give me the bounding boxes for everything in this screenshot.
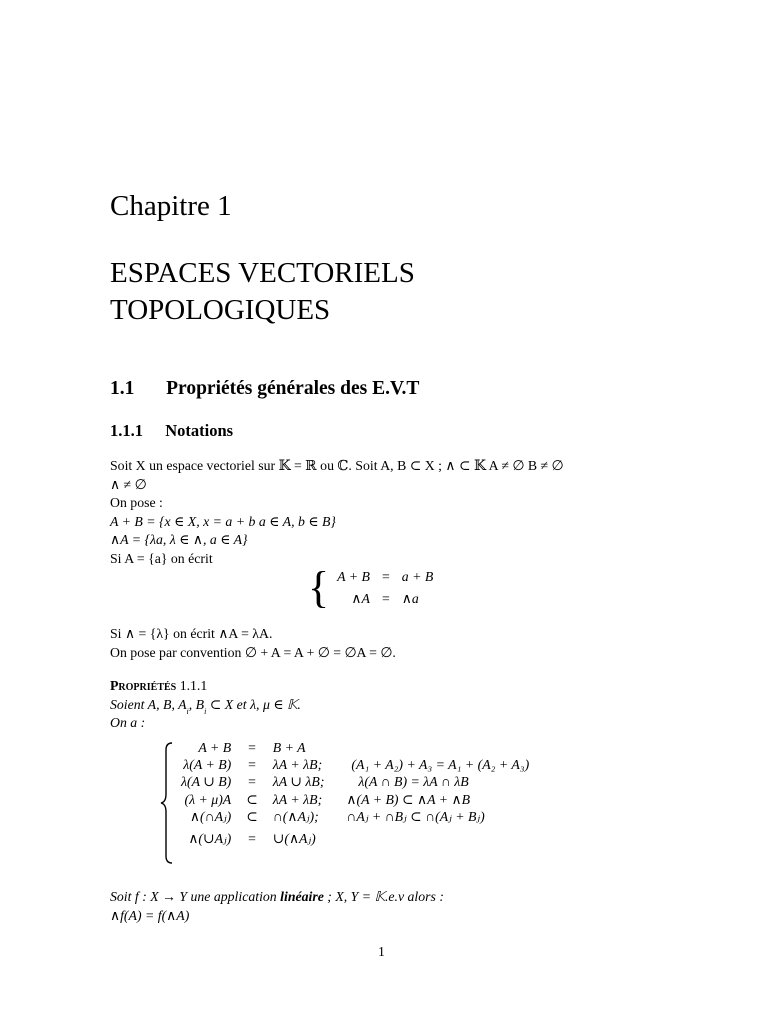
properties-table — [176, 740, 534, 853]
convention-line: On pose par convention ∅ + A = A + ∅ = ∅A = ∅. — [110, 644, 396, 660]
prop-lhs: ∧(∪Aⱼ) — [188, 830, 232, 846]
subsection-heading — [110, 421, 233, 441]
notations-paragraph — [110, 457, 564, 568]
prop-rhs: ∩(∧Aⱼ); — [272, 808, 319, 824]
prop-extra: (A₁ + A₂) + A₃ = A₁ + (A₂ + A₃) — [351, 757, 530, 773]
system-lhs: A + B — [337, 569, 370, 584]
notation-line: ∧ ≠ ∅ — [110, 476, 147, 492]
prop-lhs: λ(A + B) — [183, 757, 232, 773]
prop-extra: ∧(A + B) ⊂ ∧A + ∧B — [346, 791, 470, 807]
prop-rhs: λA + λB; — [272, 791, 323, 807]
subsection-title: Notations — [165, 421, 234, 440]
notation-line: ∧A = {λa, λ ∈ ∧, a ∈ A} — [110, 532, 248, 547]
notation-line: Soit X un espace vectoriel sur 𝕂 = ℝ ou ℂ. Soit A, B ⊂ X ; ∧ ⊂ 𝕂 A ≠ ∅ B ≠ ∅ — [110, 458, 564, 473]
property-intro: On a : — [110, 715, 146, 730]
subsection-number: 1.1.1 — [110, 421, 143, 440]
section-heading — [110, 378, 419, 400]
prop-extra: ∩Aⱼ + ∩Bⱼ ⊂ ∩(Aⱼ + Bⱼ) — [346, 808, 485, 824]
prop-rhs: λA ∪ λB; — [272, 774, 325, 790]
property-statement: Soient A, B, $A_i$, $B_i$ ⊂ X et λ, μ ∈ 𝕂. — [110, 696, 301, 716]
system-rhs: a + B — [401, 569, 434, 584]
chapter-title-line1: ESPACES VECTORIELS — [110, 257, 415, 289]
properties-system — [160, 740, 534, 853]
convention-line: Si ∧ = {λ} on écrit ∧A = λA. — [110, 626, 273, 641]
prop-lhs: (λ + μ)A — [184, 791, 232, 807]
property-block — [110, 677, 301, 733]
chapter-label: Chapitre 1 — [110, 190, 232, 222]
large-left-brace-icon — [160, 742, 174, 862]
chapter-title-line2: TOPOLOGIQUES — [110, 294, 331, 326]
section-number: 1.1 — [110, 378, 135, 399]
notation-line: A + B = {x ∈ X, x = a + b a ∈ A, b ∈ B} — [110, 513, 336, 529]
convention-paragraph — [110, 625, 396, 662]
prop-rel: = — [248, 774, 256, 790]
linear-map-paragraph — [110, 888, 444, 925]
prop-lhs: λ(A ∪ B) — [181, 774, 232, 790]
prop-rhs: ∪(∧Aⱼ) — [272, 830, 316, 846]
prop-extra — [346, 740, 534, 757]
system-table — [308, 563, 437, 612]
property-label: Propriétés — [110, 678, 177, 693]
prop-rel: = — [248, 757, 256, 773]
linear-emphasis: linéaire — [280, 889, 324, 904]
prop-rel: ⊂ — [246, 808, 258, 824]
prop-extra — [346, 831, 534, 853]
system-lhs: ∧A — [351, 591, 370, 606]
property-number: 1.1.1 — [179, 678, 208, 693]
prop-rel: = — [248, 830, 256, 846]
notation-line: On pose : — [110, 495, 163, 510]
prop-rhs: B + A — [272, 740, 306, 755]
chapter-title — [110, 255, 415, 329]
page-number: 1 — [378, 944, 385, 959]
prop-extra: λ(A ∩ B) = λA ∩ λB — [358, 774, 469, 790]
property-heading — [110, 677, 301, 696]
prop-lhs: ∧(∩Aⱼ) — [189, 808, 232, 824]
left-brace-icon: { — [308, 563, 330, 612]
prop-lhs: A + B — [198, 740, 232, 755]
system-rel: = — [381, 569, 390, 584]
linear-map-formula: ∧f(A) = f(∧A) — [110, 907, 190, 923]
system-rel: = — [381, 591, 390, 606]
system-rhs: ∧a — [401, 591, 419, 606]
notation-line: Si A = {a} on écrit — [110, 550, 213, 566]
linear-map-statement: Soit f : X → Y une application linéaire ; X, Y = 𝕂.e.v alors : — [110, 889, 444, 904]
prop-rhs: λA + λB; — [272, 757, 323, 773]
prop-rel: ⊂ — [246, 791, 258, 807]
prop-rel: = — [248, 740, 256, 755]
brace-system — [308, 563, 437, 612]
section-title: Propriétés générales des E.V.T — [166, 378, 420, 399]
